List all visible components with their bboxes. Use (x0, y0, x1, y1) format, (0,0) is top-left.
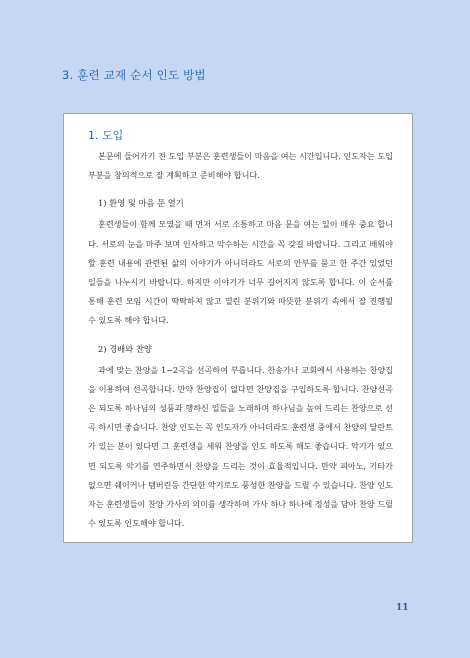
sub-heading: 1. 도입 (88, 129, 124, 142)
point2-title: 2) 경배와 찬양 (98, 343, 152, 354)
content-box (63, 113, 413, 543)
content-body (88, 127, 393, 533)
section-heading: 3. 훈련 교재 순서 인도 방법 (62, 68, 206, 82)
intro-paragraph: 본문에 들어가기 전 도입 부분은 훈련생들이 마음을 여는 시간입니다. 인도자는 도입부분을 창의적으로 잘 계획하고 준비해야 합니다. (88, 151, 393, 181)
point1-paragraph: 훈련생들이 함께 모였을 때 먼저 서로 소통하고 마음 문을 여는 일이 매우 중요 합니다. 서로의 눈을 마주 보며 인사하고 악수하는 시간을 꼭 갖길 바랍니다. 그리고 배워야할 훈련 내용에 관련된 삶의 이야기가 아니더라도 서로의 안부를 묻고 한 주간 있었던 일들을 나누시기 바랍니다. 하지만 이야기가 너무 길어지지 않도록 합니다. 이 순서를 통해 훈련 모임 시간이 딱딱하지 않고 열린 분위기와 따뜻한 분위기 속에서 잘 진행될 수 있도록 해야 합니다. (88, 219, 393, 326)
point2-paragraph: 과에 맞는 찬양을 1~2곡을 선곡하여 부릅니다. 찬송가나 교회에서 사용하는 찬양집을 이용하여 선곡합니다. 만약 찬양집이 없다면 찬양집을 구입하도록 합니다. 찬양선곡은 되도록 하나님의 성품과 행하신 일들을 노래하며 하나님을 높여 드리는 찬양으로 선곡 하시면 좋습니다. 찬양 인도는 꼭 인도자가 아니더라도 훈련생 중에서 찬양의 달란트가 있는 분이 있다면 그 훈련생을 세워 찬양을 인도 하도록 해도 좋습니다. 악기가 있으면 되도록 악기를 연주하면서 찬양을 드리는 것이 효율적입니다. 만약 피아노, 기타가 없으면 쉐이커나 템버린등 간단한 악기로도 풍성한 찬양을 드릴 수 있습니다. 찬양 인도자는 훈련생들이 찬양 가사의 의미를 생각하며 가사 하나 하나에 정성을 담아 찬양 드릴 수 있도록 인도해야 합니다. (88, 364, 393, 529)
point1-title: 1) 환영 및 마음 문 열기 (98, 198, 184, 209)
page-number: 11 (396, 603, 409, 613)
